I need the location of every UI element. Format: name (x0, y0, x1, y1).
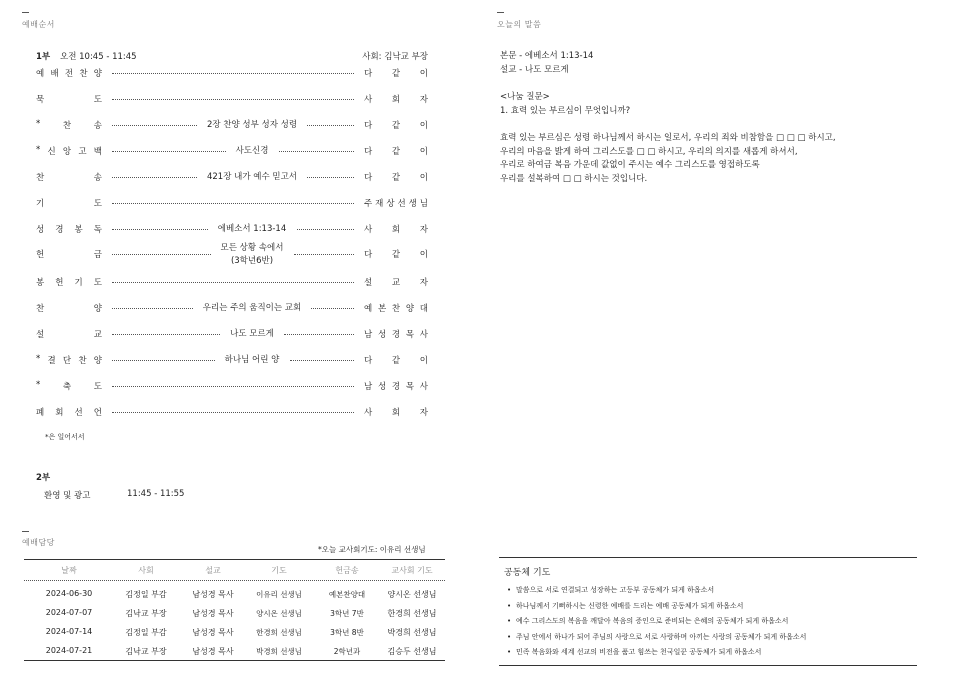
prayer-item: • 민족 복음화와 세계 선교의 비전을 품고 힘쓰는 천국일꾼 공동체가 되게 하옵소서 (507, 645, 917, 661)
duty-table (24, 559, 445, 661)
order-item-detail: 421장 내가 예수 믿고서 (206, 172, 298, 182)
order-item-name: 봉 헌 기 도 (36, 278, 102, 288)
order-item-name: * 축 도 (36, 380, 102, 392)
word-content (500, 50, 836, 186)
leader-dots (307, 177, 354, 178)
order-item-person: 예 본 찬 양 대 (364, 304, 428, 314)
duty-cell: 양시온 선생님 (387, 590, 437, 599)
order-item-name: 설 교 (36, 330, 102, 340)
standing-footnote: *은 일어서서 (45, 433, 85, 441)
community-prayer (499, 557, 917, 666)
prayer-item: • 하나님께서 기뻐하시는 신령한 예배를 드리는 예배 공동체가 되게 하옵소서 (507, 599, 917, 615)
answer-line: 효력 있는 부르심은 성령 하나님께서 하시는 일로서, 우리의 죄와 비참함을 □ □ □ 하시고, (500, 133, 836, 143)
duty-cell: 2024-07-07 (45, 608, 93, 617)
order-item-detail: 2장 찬양 성부 성자 성령 (206, 120, 298, 130)
order-item-name: 성 경 봉 독 (36, 225, 102, 235)
duty-cell: 김승두 선생님 (387, 647, 437, 656)
order-item-name: 헌 금 (36, 250, 102, 260)
welcome-time: 11:45 - 11:55 (127, 489, 185, 499)
leader-dots (112, 308, 193, 309)
leader-dots (112, 386, 354, 387)
duty-header-cell: 기도 (271, 566, 287, 575)
answer-line: 우리를 설복하여 □ □ 하시는 것입니다. (500, 173, 648, 184)
duty-cell: 예본찬양대 (328, 590, 366, 599)
section-dash (22, 531, 29, 532)
part-label: 1부 (36, 52, 51, 62)
order-item-detail: 우리는 주의 움직이는 교회 (202, 303, 302, 313)
section-dash (22, 12, 29, 13)
order-item-detail: 에베소서 1:13-14 (217, 224, 287, 234)
prayer-item: • 말씀으로 서로 연결되고 성장하는 고등부 공동체가 되게 하옵소서 (507, 583, 917, 599)
leader-dots (112, 412, 354, 413)
leader-dots (112, 254, 211, 255)
duty-cell: 양시온 선생님 (256, 609, 302, 618)
duty-header-cell: 날짜 (61, 566, 77, 575)
duty-table-body (24, 584, 445, 660)
leader-dots (307, 125, 354, 126)
answer-line: 우리로 하여금 복음 가운데 값없이 주시는 예수 그리스도를 영접하도록 (500, 160, 760, 170)
duty-cell: 2학년과 (333, 647, 361, 656)
duty-header-cell: 교사회 기도 (391, 566, 433, 575)
sharing-question: 1. 효력 있는 부르심이 무엇입니까? (500, 105, 631, 116)
duty-row (24, 603, 445, 622)
sharing-question-title: <나눔 질문> (500, 92, 550, 102)
service-time: 오전 10:45 - 11:45 (60, 52, 137, 62)
prayer-item: • 예수 그리스도의 복음을 깨달아 복음의 증인으로 준비되는 은혜의 공동체가 되게 하옵소서 (507, 614, 917, 630)
order-item-name: 찬 양 (36, 304, 102, 314)
duty-cell: 3학년 8반 (330, 628, 364, 637)
order-item-detail: 모든 상황 속에서 (3학년6반) (220, 243, 284, 266)
leader-dots (284, 334, 354, 335)
order-item-person: 사 회 자 (364, 408, 428, 418)
leader-dots (294, 254, 355, 255)
duty-cell: 남성경 목사 (192, 647, 234, 656)
order-item-name: 찬 송 (36, 173, 102, 183)
duty-cell: 한경희 선생님 (256, 628, 302, 637)
duty-cell: 3학년 7반 (330, 609, 364, 618)
order-item-person: 설 교 자 (364, 278, 428, 288)
welcome-item: 환영 및 광고 (44, 491, 91, 501)
leader-dots (112, 177, 197, 178)
section-dash (497, 12, 504, 13)
duty-row (24, 622, 445, 641)
duty-header-cell: 사회 (138, 566, 154, 575)
answer-line: 우리의 마음을 밝게 하여 그리스도를 □ □ 하시고, 우리의 의지를 새롭게 하셔서, (500, 146, 798, 157)
duty-cell: 한경희 선생님 (387, 609, 437, 618)
order-item-name: 기 도 (36, 199, 102, 209)
duty-cell: 남성경 목사 (192, 590, 234, 599)
order-item-person: 사 회 자 (364, 95, 428, 105)
order-item-detail: 사도신경 (235, 146, 269, 156)
order-item-detail: 나도 모르게 (230, 329, 274, 339)
teacher-prayer-note: *오늘 교사회기도: 이유리 선생님 (318, 545, 426, 554)
order-header (36, 50, 428, 64)
duty-section-title: 예배담당 (22, 538, 55, 547)
order-item-name: * 찬 송 (36, 119, 102, 131)
order-item-name: 예 배 전 찬 양 (36, 69, 102, 79)
leader-dots (112, 229, 208, 230)
order-item-name: * 신 앙 고 백 (36, 145, 102, 157)
order-of-service (36, 50, 428, 64)
part2-title: 2부 (36, 473, 51, 483)
order-item-detail: 하나님 어린 양 (224, 355, 280, 365)
order-item-person: 남 성 경 목 사 (364, 330, 428, 340)
scripture-reference: 본문 - 에베소서 1:13-14 (500, 51, 594, 61)
duty-cell: 2024-06-30 (45, 589, 93, 598)
duty-cell: 박경희 선생님 (256, 647, 302, 656)
leader-dots (112, 151, 226, 152)
order-item-person: 사 회 자 (364, 225, 428, 235)
duty-header-cell: 설교 (205, 566, 221, 575)
duty-cell: 이유리 선생님 (256, 590, 302, 599)
leader-dots (279, 151, 355, 152)
leader-dots (112, 334, 220, 335)
community-prayer-title: 공동체 기도 (504, 568, 551, 578)
order-item-person: 다 같 이 (364, 173, 428, 183)
order-section-title: 예배순서 (22, 20, 55, 29)
duty-cell: 김낙교 부장 (125, 609, 167, 618)
leader-dots (112, 203, 354, 204)
sermon-title: 설교 - 나도 모르게 (500, 64, 569, 75)
leader-dots (112, 73, 354, 74)
duty-cell: 박경희 선생님 (387, 628, 437, 637)
leader-dots (311, 308, 354, 309)
duty-cell: 김낙교 부장 (125, 647, 167, 656)
leader-dots (297, 229, 355, 230)
word-section-title: 오늘의 말씀 (497, 20, 542, 29)
leader-dots (290, 360, 355, 361)
duty-cell: 2024-07-14 (45, 627, 93, 636)
duty-row (24, 584, 445, 603)
duty-row (24, 641, 445, 660)
service-leader: 사회: 김낙교 부장 (362, 52, 428, 62)
order-item-person: 다 같 이 (364, 250, 428, 260)
order-item-name: * 결 단 찬 양 (36, 354, 102, 366)
leader-dots (112, 360, 215, 361)
prayer-list (499, 583, 917, 661)
order-item-person: 다 같 이 (364, 121, 428, 131)
order-item-person: 다 같 이 (364, 69, 428, 79)
duty-cell: 김정일 부감 (125, 628, 167, 637)
order-item-person: 주 재 상 선 생 님 (364, 199, 428, 209)
duty-cell: 김정일 부감 (125, 590, 167, 599)
prayer-item: • 주님 안에서 하나가 되어 주님의 사랑으로 서로 사랑하며 아끼는 사랑의 공동체가 되게 하옵소서 (507, 630, 917, 646)
duty-cell: 남성경 목사 (192, 609, 234, 618)
duty-cell: 2024-07-21 (45, 646, 93, 655)
order-item-person: 남 성 경 목 사 (364, 382, 428, 392)
order-item-name: 묵 도 (36, 95, 102, 105)
leader-dots (112, 99, 354, 100)
order-item-person: 다 같 이 (364, 356, 428, 366)
duty-table-header (24, 560, 445, 581)
duty-header-cell: 헌금송 (335, 566, 359, 575)
duty-cell: 남성경 목사 (192, 628, 234, 637)
order-item-person: 다 같 이 (364, 147, 428, 157)
leader-dots (112, 282, 354, 283)
leader-dots (112, 125, 197, 126)
order-item-name: 폐 회 선 언 (36, 408, 102, 418)
